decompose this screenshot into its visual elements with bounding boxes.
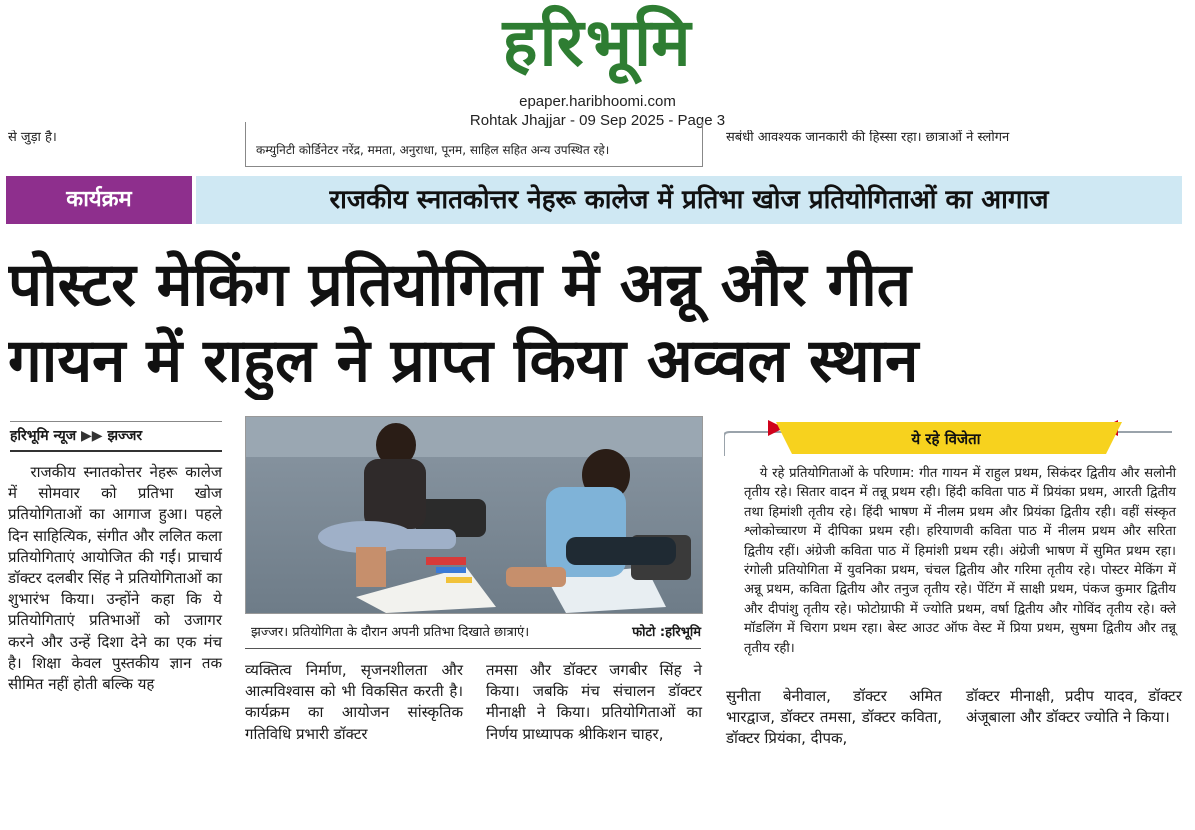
byline-source: हरिभूमि न्यूज xyxy=(10,428,77,444)
byline-rule xyxy=(10,450,222,452)
byline-arrows: ▶▶ xyxy=(81,428,103,444)
winners-paragraph: ये रहे प्रतियोगिताओं के परिणाम: गीत गायन में राहुल प्रथम, सिकंदर द्वितीय और सलोनी तृतीय रहे। सितार वादन में तन्नू प्रथम रही। हिंदी कविता पाठ में प्रियंका प्रथम, आरती द्वितीय तथा हिमांशी तृतीय रहे। हिंदी भाषण में नीलम प्रथम और प्रियंका द्वितीय रही। वहीं संस्कृत श्लोकोच्चारण में दीपिका प्रथम रही। हरियाणवी कविता पाठ में नीलम प्रथम और सरिता द्वितीय रहीं। अंग्रेजी कविता पाठ में हिमांशी प्रथम रही। अंग्रेजी भाषण में सुमित प्रथम रहा। रंगोली प्रतियोगिता में युवनिका प्रथम, चंचल द्वितीय और गरिमा तृतीय रहे। पोस्टर मेकिंग में अन्नू प्रथम, कविता द्वितीय और तनुज तृतीय रहे। पेंटिंग में साक्षी प्रथम, पंकज कुमार द्वितीय और दीपांशु तृतीय रहे। फोटोग्राफी में ज्योति प्रथम, वर्षा द्वितीय और गोविंद तृतीय रहे। क्ले मॉडलिंग में चिराग प्रथम रहा। बेस्ट आउट ऑफ वेस्ट में प्रिया प्रथम, सुषमा द्वितीय और तन्नू तृतीय रही। xyxy=(744,466,1176,656)
article-paragraph-3: तमसा और डॉक्टर जगबीर सिंह ने किया। जबकि मंच संचालन डॉक्टर मीनाक्षी ने किया। प्रतियोगिताओं का निर्णय प्राध्यापक श्रीकिशन चाहर, xyxy=(486,661,702,743)
caption-rule xyxy=(245,648,701,649)
article-column-2 xyxy=(245,660,463,745)
photo-caption-bar xyxy=(251,622,701,644)
strip-left-text: से जुड़ा है। xyxy=(8,130,57,145)
byline-top-rule xyxy=(10,421,222,422)
article-paragraph-1: राजकीय स्नातकोत्तर नेहरू कालेज में सोमवार को प्रतिभा खोज प्रतियोगिताओं का आगाज हुआ। पहले दिन साहित्यिक, संगीत और ललित कला प्रतियोगिताएं आयोजित की गईं। प्राचार्य डॉक्टर दलबीर सिंह ने प्रतियोगिताओं का शुभारंभ किया। उन्होंने कहा कि ये प्रतियोगिताएं प्रतिभाओं को उजागर करने और उन्हें दिशा देने का एक मंच है। शिक्षा केवल पुस्तकीय ज्ञान तक सीमित नहीं होती बल्कि यह xyxy=(8,463,222,694)
headline-line-2: गायन में राहुल ने प्राप्त किया अव्वल स्थान xyxy=(8,326,919,396)
strip-right-text: सबंधी आवश्यक जानकारी की हिस्सा रहा। छात्राओं ने स्लोगन xyxy=(726,130,1010,145)
article-photo xyxy=(245,416,703,614)
headline-line-1: पोस्टर मेकिंग प्रतियोगिता में अन्नू और गीत xyxy=(8,250,911,320)
students-drawing-photo xyxy=(246,417,702,613)
byline xyxy=(10,424,220,448)
photo-credit: फोटो :हरिभूमि xyxy=(632,625,701,640)
article-paragraph-5: डॉक्टर मीनाक्षी, प्रदीप यादव, डॉक्टर अंजूबाला और डॉक्टर ज्योति ने किया। xyxy=(966,687,1182,727)
byline-location: झज्जर xyxy=(107,428,143,444)
section-label: कार्यक्रम xyxy=(6,176,192,224)
newspaper-logo: हरिभूमि xyxy=(502,4,693,81)
site-url: epaper.haribhoomi.com xyxy=(519,93,676,110)
winners-title: ये रहे विजेता xyxy=(911,430,981,448)
article-paragraph-4: सुनीता बेनीवाल, डॉक्टर अमित भारद्वाज, डॉक्टर तमसा, डॉक्टर कविता, डॉक्टर प्रियंका, दीपक, xyxy=(726,687,942,748)
strip-middle-text: कम्युनिटी कोर्डिनेटर नरेंद्र, ममता, अनुराधा, पूनम, साहिल सहित अन्य उपस्थित रहे। xyxy=(256,143,610,157)
edition-info: Rohtak Jhajjar - 09 Sep 2025 - Page 3 xyxy=(469,112,726,129)
article-column-1 xyxy=(8,462,222,695)
photo-caption: झज्जर। प्रतियोगिता के दौरान अपनी प्रतिभा दिखाते छात्राएं। xyxy=(251,625,530,640)
winners-text xyxy=(744,464,1176,658)
article-paragraph-2: व्यक्तित्व निर्माण, सृजनशीलता और आत्मविश्वास को भी विकसित करती है। कार्यक्रम का आयोजन सांस्कृतिक गतिविधि प्रभारी डॉक्टर xyxy=(245,661,463,743)
article-column-4 xyxy=(726,686,942,750)
article-column-3 xyxy=(486,660,702,745)
kicker-headline: राजकीय स्नातकोत्तर नेहरू कालेज में प्रतिभा खोज प्रतियोगिताओं का आगाज xyxy=(196,176,1182,224)
article-column-5 xyxy=(966,686,1182,728)
